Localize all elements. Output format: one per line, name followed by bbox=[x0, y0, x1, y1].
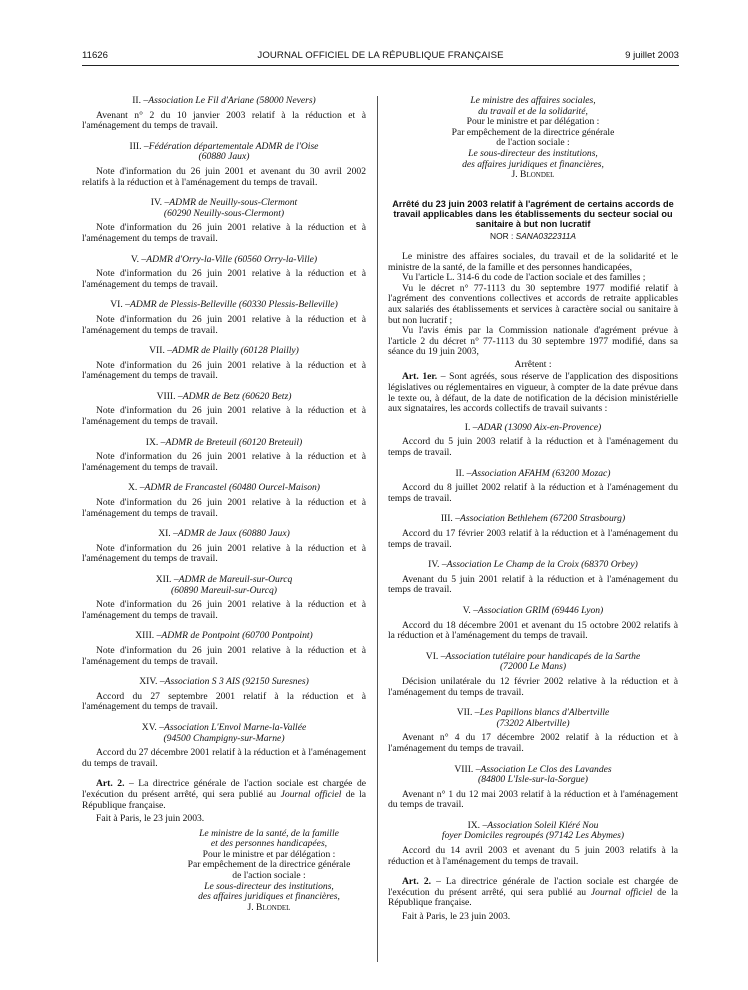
entry-number: I. – bbox=[465, 422, 478, 433]
entry-name: ADMR d'Orry-la-Ville (60560 Orry-la-Ville) bbox=[146, 253, 318, 265]
agreement-entry bbox=[388, 469, 678, 505]
entry-heading bbox=[82, 346, 366, 357]
left-entries-list bbox=[82, 96, 366, 769]
entry-name: Association Le Clos des Lavandes bbox=[480, 763, 612, 775]
entry-text: Note d'information du 26 juin 2001 relative à la réduction et à l'aménagement du temps de travail. bbox=[82, 313, 366, 336]
entry-name: Association Le Champ de la Croix (68370 Orbey) bbox=[446, 559, 638, 571]
entry-number: XV. – bbox=[142, 722, 164, 733]
signatory-name: J. Blondel bbox=[247, 901, 291, 913]
agreement-entry bbox=[82, 346, 366, 382]
entry-heading bbox=[82, 677, 366, 688]
entry-location: (94500 Champigny-sur-Marne) bbox=[163, 732, 285, 744]
right-fait: Fait à Paris, le 23 juin 2003. bbox=[402, 911, 511, 923]
entry-heading bbox=[82, 723, 366, 744]
entry-text: Avenant n° 4 du 17 décembre 2002 relatif à la réduction et à l'aménagement du temps de travail. bbox=[388, 732, 678, 754]
entry-text: Accord du 5 juin 2003 relatif à la réduction et à l'aménagement du temps de travail. bbox=[388, 436, 678, 459]
column-divider bbox=[377, 96, 378, 962]
entry-name: ADMR de Breteuil (60120 Breteuil) bbox=[165, 436, 303, 448]
entry-number: XIV. – bbox=[139, 676, 164, 687]
agreement-entry bbox=[82, 631, 366, 667]
entry-name: Association tutélaire pour handicapés de la Sarthe bbox=[445, 650, 641, 662]
entry-heading bbox=[388, 469, 678, 480]
page-number: 11626 bbox=[82, 50, 108, 61]
entry-name: ADMR de Francastel (60480 Ourcel-Maison) bbox=[144, 482, 321, 494]
agreement-entry bbox=[388, 423, 678, 459]
art2-label: Art. 2. bbox=[96, 778, 125, 790]
signatory-name: J. Blondel bbox=[511, 169, 555, 181]
agreement-entry bbox=[82, 575, 366, 621]
entry-heading bbox=[82, 300, 366, 311]
agreement-entry bbox=[82, 723, 366, 769]
entry-name: Association AFAHM (63200 Mozac) bbox=[471, 467, 611, 479]
entry-heading bbox=[388, 765, 678, 786]
entry-number: IX. – bbox=[146, 437, 166, 448]
entry-number: VIII. – bbox=[454, 764, 480, 775]
left-fait: Fait à Paris, le 23 juin 2003. bbox=[96, 813, 205, 825]
preamble bbox=[388, 252, 678, 358]
entry-heading bbox=[82, 631, 366, 642]
entry-heading bbox=[388, 821, 678, 842]
preamble-paragraph: Le ministre des affaires sociales, du travail et de la solidarité et le ministre de la santé, de la famille et des personnes handicapées, bbox=[388, 250, 678, 273]
entry-number: V. – bbox=[463, 605, 478, 616]
agreement-entry bbox=[82, 392, 366, 428]
page-header bbox=[82, 50, 679, 66]
entry-number: V. – bbox=[131, 254, 146, 265]
entry-text: Décision unilatérale du 12 février 2002 relative à la réduction et à l'aménagement du temps de travail. bbox=[388, 675, 678, 698]
entry-text: Avenant n° 2 du 10 janvier 2003 relatif à la réduction et à l'aménagement du temps de travail. bbox=[82, 109, 366, 132]
article-1: Art. 1er. – Sont agréés, sous réserve de l'application des dispositions législatives ou réglementaires en vigueur, à compter de la date prévue dans le texte ou, à défaut, de la date de notification de la décision ministérielle aux signataires, les accords collectifs de travail suivants : bbox=[388, 371, 679, 415]
nor-reference: NOR : SANA0322311A bbox=[490, 231, 576, 242]
entry-location: (84800 L'Isle-sur-la-Sorgue) bbox=[478, 774, 588, 786]
entry-name: ADMR de Neuilly-sous-Clermont bbox=[169, 197, 298, 209]
entry-text: Avenant du 5 juin 2001 relatif à la réduction et à l'aménagement du temps de travail. bbox=[388, 573, 678, 596]
entry-name: Fédération départementale ADMR de l'Oise bbox=[148, 140, 319, 152]
entry-text: Accord du 27 septembre 2001 relatif à la réduction et à l'aménagement du temps de travail. bbox=[82, 690, 366, 713]
agreement-entry bbox=[82, 300, 366, 336]
entry-name: ADMR de Mareuil-sur-Ourcq bbox=[178, 574, 293, 585]
entry-heading bbox=[388, 423, 678, 434]
entry-name: ADMR de Plailly (60128 Plailly) bbox=[172, 345, 299, 357]
entry-text: Note d'information du 26 juin 2001 relative à la réduction et à l'aménagement du temps de travail. bbox=[82, 222, 366, 244]
entry-number: XII. – bbox=[156, 574, 179, 585]
right-entries-list bbox=[388, 423, 678, 867]
entry-heading bbox=[82, 483, 366, 494]
left-signature: Le ministre de la santé, de la famille et des personnes handicapées, Pour le ministre et par délégation : Par empêchement de la directrice générale de l'action sociale : Le sous-directeur des institutions, des affaires juridiques et financières, J. Blondel bbox=[172, 829, 366, 914]
agreement-entry bbox=[82, 96, 366, 132]
agreement-entry bbox=[82, 198, 366, 244]
agreement-entry bbox=[82, 677, 366, 713]
entry-location: (60290 Neuilly-sous-Clermont) bbox=[163, 207, 285, 219]
entry-heading bbox=[388, 560, 678, 571]
agreement-entry bbox=[388, 560, 678, 596]
entry-text: Accord du 17 février 2003 relatif à la réduction et à l'aménagement du temps de travail. bbox=[388, 528, 678, 550]
entry-number: IX. – bbox=[468, 820, 488, 831]
arrete-title: Arrêté du 23 juin 2003 relatif à l'agrément de certains accords de travail applicables dans les établissements du secteur social ou sanitaire à but non lucratif bbox=[392, 198, 674, 230]
entry-number: XIII. – bbox=[135, 630, 161, 641]
entry-number: VI. – bbox=[110, 299, 130, 310]
entry-heading bbox=[82, 255, 366, 266]
entry-name: Association S 3 AIS (92150 Suresnes) bbox=[164, 676, 309, 688]
entry-text: Note d'information du 26 juin 2001 relative à la réduction et à l'aménagement du temps de travail. bbox=[82, 268, 366, 290]
entry-text: Note d'information du 26 juin 2001 relative à la réduction et à l'aménagement du temps de travail. bbox=[82, 599, 366, 621]
entry-name: ADMR de Jaux (60880 Jaux) bbox=[177, 528, 290, 540]
entry-location: foyer Domiciles regroupés (97142 Les Abymes) bbox=[441, 830, 625, 842]
entry-number: X. – bbox=[128, 482, 145, 493]
agreement-entry bbox=[82, 438, 366, 474]
journal-title: JOURNAL OFFICIEL DE LA RÉPUBLIQUE FRANÇAISE bbox=[257, 50, 504, 61]
preamble-paragraph: Vu le décret n° 77-1113 du 30 septembre 1977 modifié relatif à l'agrément des conventions collectives et accords de retraite applicables aux salariés des établissements et services à caractère social ou sanitaire à but non lucratif ; bbox=[388, 282, 678, 326]
entry-name: ADMR de Betz (60620 Betz) bbox=[182, 390, 292, 402]
entry-number: II. – bbox=[455, 468, 471, 479]
entry-heading bbox=[82, 438, 366, 449]
entry-location: (72000 Le Mans) bbox=[499, 661, 567, 673]
left-column bbox=[82, 96, 366, 913]
entry-heading bbox=[82, 198, 366, 219]
entry-number: VI. – bbox=[426, 651, 446, 662]
entry-number: III. – bbox=[130, 141, 149, 152]
entry-location: (60880 Jaux) bbox=[198, 151, 250, 163]
entry-text: Accord du 14 avril 2003 et avenant du 5 juin 2003 relatifs à la réduction et à l'aménagement du temps de travail. bbox=[388, 845, 678, 867]
agreement-entry bbox=[82, 255, 366, 291]
entry-name: ADAR (13090 Aix-en-Provence) bbox=[477, 421, 602, 433]
agreement-entry bbox=[82, 142, 366, 188]
entry-number: IV. – bbox=[151, 197, 170, 208]
entry-name: ADMR de Plessis-Belleville (60330 Plessis-Belleville) bbox=[129, 299, 338, 311]
entry-heading bbox=[82, 392, 366, 403]
entry-text: Note d'information du 26 juin 2001 relative à la réduction et à l'aménagement du temps de travail. bbox=[82, 359, 366, 382]
entry-heading bbox=[82, 575, 366, 596]
entry-heading bbox=[82, 529, 366, 540]
right-top-signature: Le ministre des affaires sociales, du travail et de la solidarité, Pour le ministre et par délégation : Par empêchement de la directrice générale de l'action sociale : Le sous-directeur des institutions, des affaires juridiques et financières, J. Blondel bbox=[388, 96, 678, 181]
entry-text: Note d'information du 26 juin 2001 relative à la réduction et à l'aménagement du temps de travail. bbox=[82, 405, 366, 428]
entry-name: Association L'Envol Marne-la-Vallée bbox=[164, 721, 307, 733]
agreement-entry bbox=[82, 529, 366, 565]
entry-name: Association Soleil Kléré Nou bbox=[487, 819, 599, 831]
agreement-entry bbox=[388, 514, 678, 550]
agreement-entry bbox=[388, 765, 678, 811]
agreement-entry bbox=[388, 652, 678, 698]
entry-number: VII. – bbox=[457, 707, 480, 718]
entry-text: Avenant n° 1 du 12 mai 2003 relatif à la réduction et à l'aménagement du temps de travail. bbox=[388, 788, 678, 811]
entry-name: Association Bethlehem (67200 Strasbourg) bbox=[460, 513, 626, 525]
entry-heading bbox=[388, 606, 678, 617]
preamble-paragraph: Vu l'avis émis par la Commission nationale d'agrément prévue à l'article 2 du décret n° 77-1113 du 30 septembre 1977 modifié, dans sa séance du 19 juin 2003, bbox=[388, 325, 678, 358]
entry-name: ADMR de Pontpoint (60700 Pontpoint) bbox=[161, 630, 313, 642]
agreement-entry bbox=[82, 483, 366, 519]
entry-number: III. – bbox=[441, 513, 460, 524]
right-article-2: Art. 2. – La directrice générale de l'action sociale est chargée de l'exécution du présent arrêté, qui sera publié au Journal officiel de la République française. bbox=[388, 876, 678, 909]
arretent: Arrêtent : bbox=[514, 358, 552, 370]
entry-name: Association Le Fil d'Ariane (58000 Nevers) bbox=[148, 95, 316, 106]
preamble-paragraph: Vu l'article L. 314-6 du code de l'action sociale et des familles ; bbox=[402, 272, 646, 284]
entry-number: VII. – bbox=[149, 345, 172, 356]
entry-location: (73202 Albertville) bbox=[496, 717, 570, 729]
agreement-entry bbox=[388, 821, 678, 867]
entry-heading bbox=[82, 142, 366, 163]
header-rule bbox=[82, 65, 679, 66]
entry-name: Association GRIM (69446 Lyon) bbox=[478, 604, 604, 616]
entry-text: Note d'information du 26 juin 2001 relative à la réduction et à l'aménagement du temps de travail. bbox=[82, 542, 366, 565]
entry-number: XI. – bbox=[158, 528, 178, 539]
right-column bbox=[388, 96, 678, 923]
entry-number: IV. – bbox=[428, 559, 447, 570]
agreement-entry bbox=[388, 708, 678, 754]
entry-heading bbox=[388, 514, 678, 525]
entry-text: Note d'information du 26 juin 2001 et avenant du 30 avril 2002 relatifs à la réduction et à l'aménagement du temps de travail. bbox=[82, 165, 366, 188]
agreement-entry bbox=[388, 606, 678, 642]
entry-heading bbox=[388, 652, 678, 673]
entry-text: Note d'information du 26 juin 2001 relative à la réduction et à l'aménagement du temps de travail. bbox=[82, 497, 366, 519]
entry-number: II. – bbox=[132, 95, 148, 106]
entry-name: Les Papillons blancs d'Albertville bbox=[479, 707, 610, 719]
entry-heading bbox=[82, 96, 366, 107]
entry-text: Note d'information du 26 juin 2001 relative à la réduction et à l'aménagement du temps de travail. bbox=[82, 451, 366, 473]
entry-heading bbox=[388, 708, 678, 729]
entry-text: Accord du 8 juillet 2002 relatif à la réduction et à l'aménagement du temps de travail. bbox=[388, 482, 678, 504]
left-article-2: Art. 2. – La directrice générale de l'action sociale est chargée de l'exécution du présent arrêté, qui sera publié au Journal officiel de la République française. bbox=[82, 778, 367, 811]
entry-text: Accord du 18 décembre 2001 et avenant du 15 octobre 2002 relatifs à la réduction et à l'aménagement du temps de travail. bbox=[388, 619, 678, 642]
entry-text: Accord du 27 décembre 2001 relatif à la réduction et à l'aménagement du temps de travail. bbox=[82, 747, 366, 769]
entry-number: VIII. – bbox=[157, 391, 183, 402]
entry-location: (60890 Mareuil-sur-Ourcq) bbox=[171, 584, 277, 596]
entry-text: Note d'information du 26 juin 2001 relative à la réduction et à l'aménagement du temps de travail. bbox=[82, 644, 366, 667]
issue-date: 9 juillet 2003 bbox=[625, 50, 679, 61]
